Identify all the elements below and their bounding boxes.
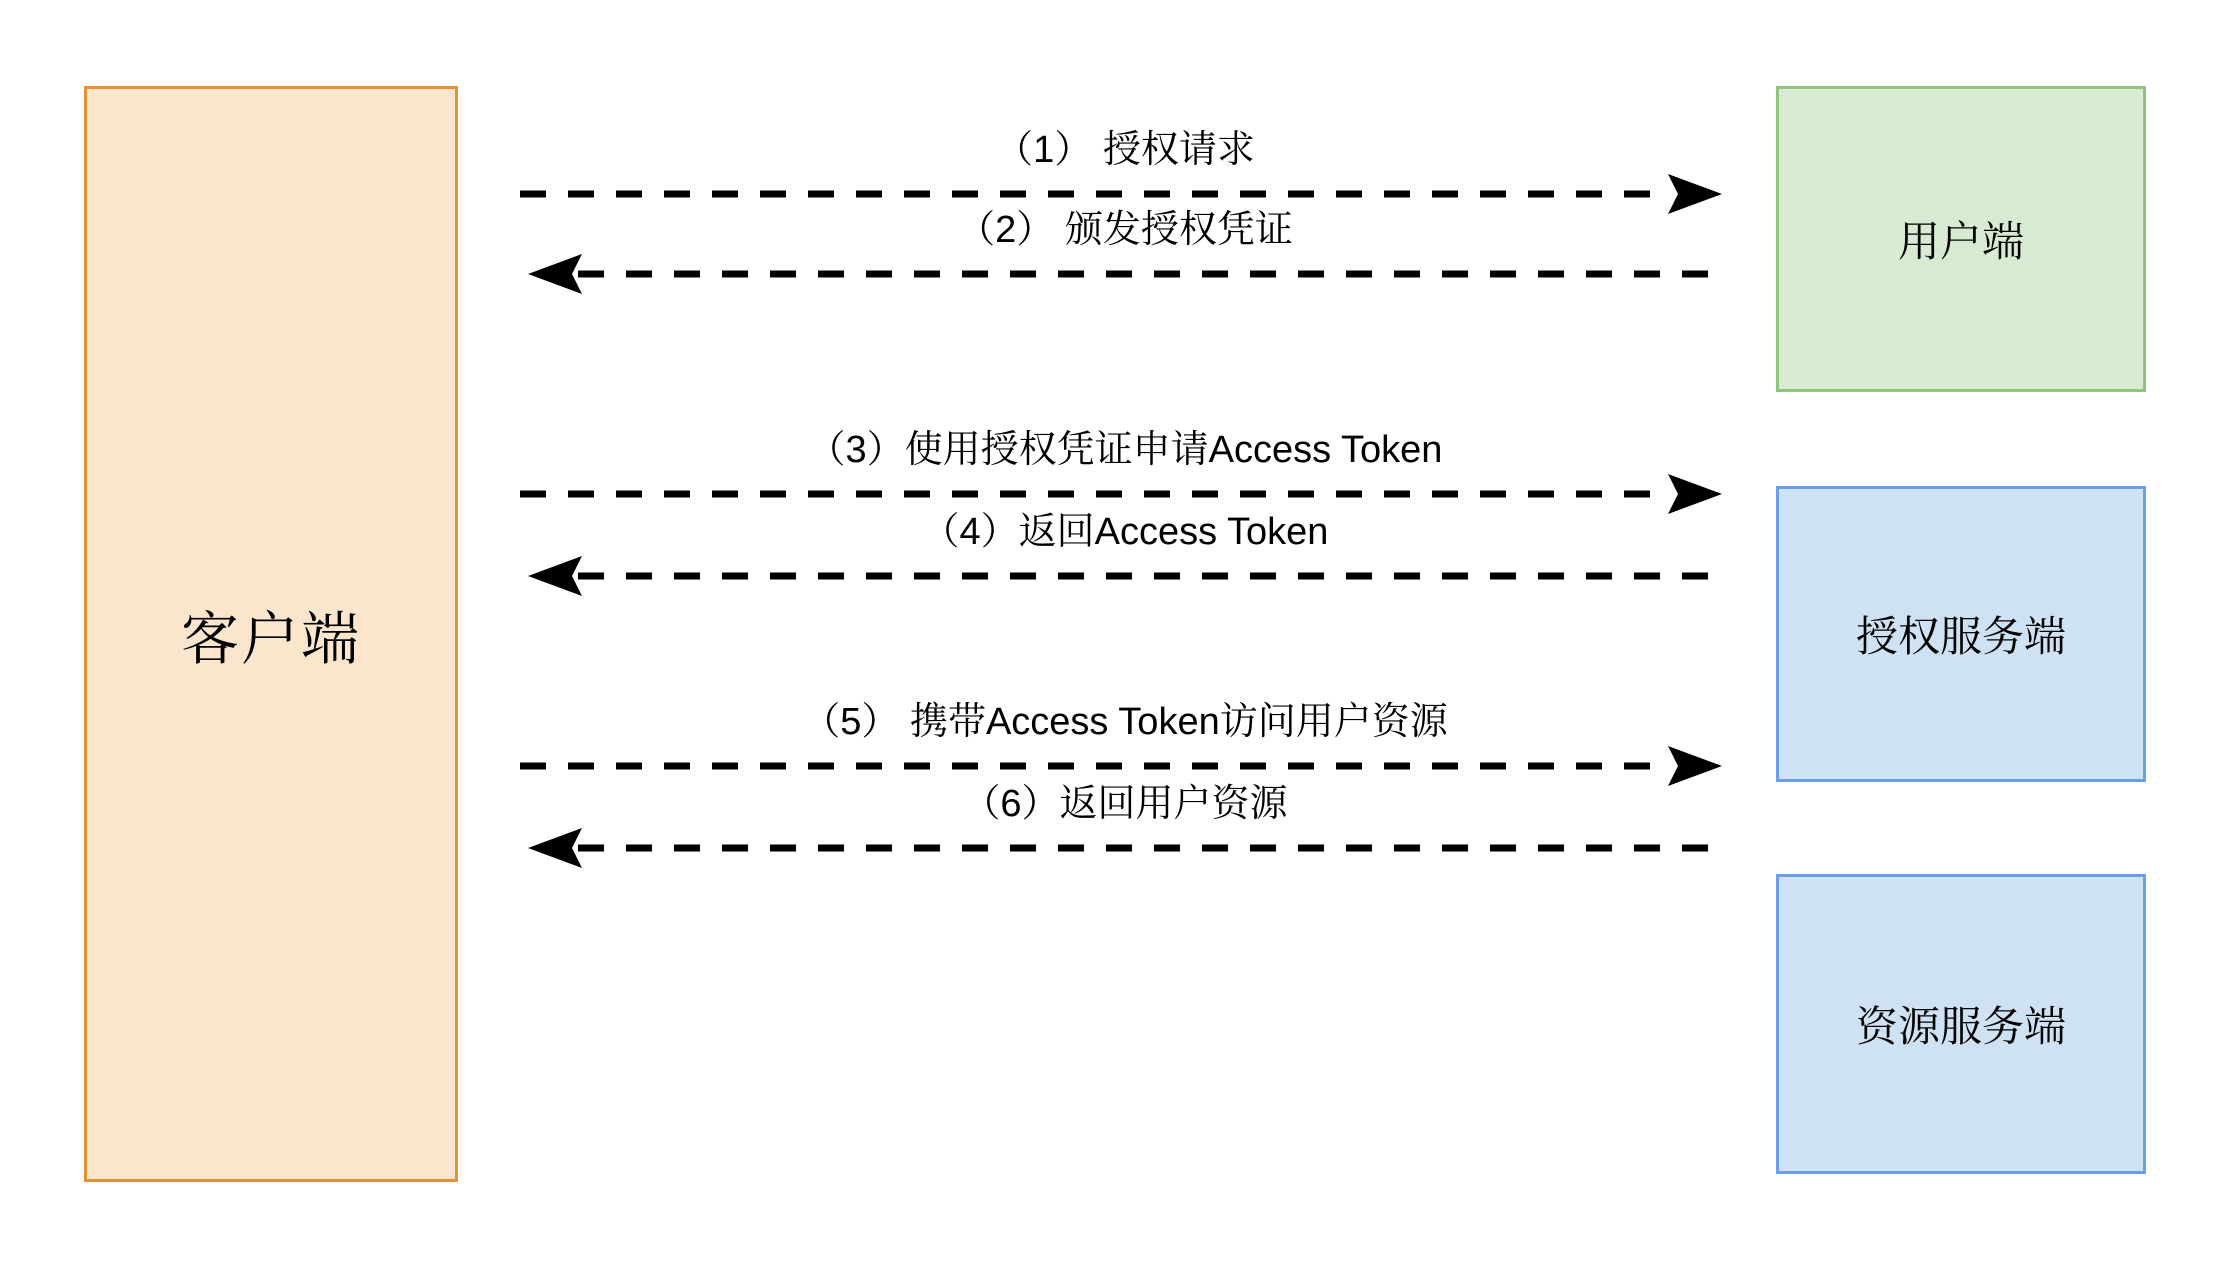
node-auth-server-label: 授权服务端: [1855, 613, 2066, 660]
message-5-label: （5） 携带Access Token访问用户资源: [802, 701, 1448, 743]
message-1-label: （1） 授权请求: [995, 129, 1255, 171]
node-client-label: 客户端: [180, 607, 361, 672]
message-4: [520, 500, 1730, 610]
node-auth-server: [1776, 486, 2146, 782]
message-6-label: （6）返回用户资源: [962, 783, 1288, 825]
message-2-label: （2） 颁发授权凭证: [957, 209, 1293, 251]
message-4-label: （4）返回Access Token: [921, 511, 1329, 553]
node-client: [84, 86, 458, 1182]
message-2: [520, 198, 1730, 308]
node-resource-server: [1776, 874, 2146, 1174]
arrow-left-icon: [520, 556, 1730, 596]
message-6: [520, 772, 1730, 882]
message-3-label: （3）使用授权凭证申请Access Token: [807, 429, 1443, 471]
arrow-left-icon: [520, 828, 1730, 868]
node-user-label: 用户端: [1897, 218, 2024, 265]
arrow-left-icon: [520, 254, 1730, 294]
node-user: [1776, 86, 2146, 392]
node-resource-server-label: 资源服务端: [1855, 1003, 2066, 1050]
